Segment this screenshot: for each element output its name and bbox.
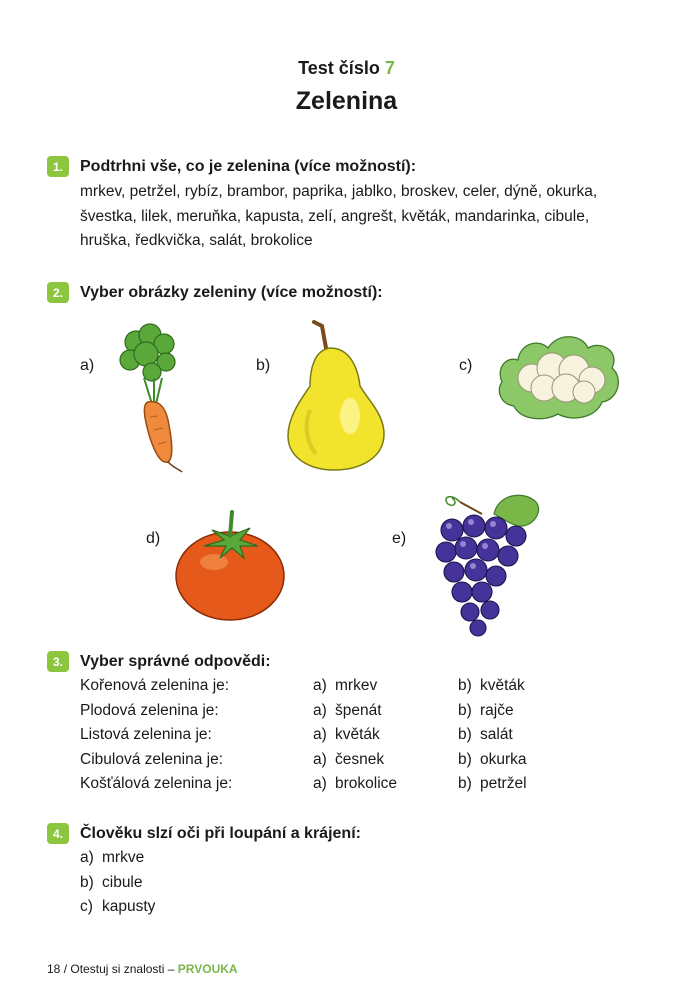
question-number-badge: 2.: [47, 282, 69, 303]
question-4-prompt: Člověku slzí oči při loupání a krájení:: [80, 824, 361, 842]
page-header: [0, 58, 693, 116]
question-3: [47, 651, 657, 797]
q3-option-b[interactable]: [458, 677, 525, 695]
test-label-text: Test číslo: [298, 58, 380, 78]
q3-row: [80, 723, 657, 748]
question-2-prompt: Vyber obrázky zeleniny (více možností):: [80, 283, 383, 301]
option-letter: a): [80, 849, 94, 867]
option-letter: a): [313, 701, 327, 719]
book-title: Otestuj si znalosti –: [70, 962, 175, 976]
option-letter: b): [458, 775, 472, 793]
option-letter: b): [458, 726, 472, 744]
q3-option-a[interactable]: [313, 775, 458, 793]
q3-option-a[interactable]: [313, 702, 458, 720]
vegetable-list-line[interactable]: švestka, lilek, meruňka, kapusta, zelí, angrešt, květák, mandarinka, cibule,: [80, 207, 590, 225]
test-number: 7: [384, 58, 395, 78]
question-number-badge: 4.: [47, 823, 69, 844]
option-text[interactable]: mrkve: [102, 849, 145, 867]
page-number: 18: [47, 962, 61, 976]
q4-option[interactable]: [80, 895, 657, 920]
q3-option-a[interactable]: [313, 677, 458, 695]
q3-option-b[interactable]: [458, 775, 527, 793]
vegetable-list-line[interactable]: mrkev, petržel, rybíz, brambor, paprika, jablko, broskev, celer, dýně, okurka,: [80, 183, 598, 200]
option-text[interactable]: kapusty: [102, 898, 156, 916]
option-text[interactable]: cibule: [102, 873, 143, 891]
q3-row: [80, 748, 657, 773]
option-letter: a): [313, 677, 327, 695]
carrot-icon[interactable]: [110, 322, 190, 474]
tomato-icon[interactable]: [174, 506, 286, 622]
q4-option[interactable]: [80, 871, 657, 896]
option-text[interactable]: špenát: [335, 701, 382, 719]
option-b-label[interactable]: b): [256, 357, 271, 374]
question-2-header: [47, 282, 657, 303]
pear-icon[interactable]: [280, 320, 392, 472]
option-e-label[interactable]: e): [392, 530, 407, 547]
question-1-header: [47, 156, 657, 177]
question-1: [47, 156, 657, 254]
option-letter: b): [458, 750, 472, 768]
q3-option-b[interactable]: [458, 726, 513, 744]
subject-name: PRVOUKA: [177, 962, 238, 976]
q3-row-prompt: Cibulová zelenina je:: [80, 750, 224, 768]
q3-option-a[interactable]: [313, 751, 458, 769]
question-1-prompt: Podtrhni vše, co je zelenina (více možností):: [80, 157, 417, 175]
vegetable-list[interactable]: [80, 180, 657, 254]
option-letter: a): [313, 750, 327, 768]
option-text[interactable]: mrkev: [335, 677, 378, 695]
option-text[interactable]: brokolice: [335, 775, 398, 793]
question-3-header: [47, 651, 657, 672]
q3-row-prompt: Listová zelenina je:: [80, 726, 212, 744]
vegetable-list-line[interactable]: hruška, ředkvička, salát, brokolice: [80, 232, 313, 249]
option-letter: b): [80, 873, 94, 891]
q4-option[interactable]: [80, 846, 657, 871]
q3-row-prompt: Košťálová zelenina je:: [80, 775, 233, 793]
option-text[interactable]: česnek: [335, 750, 385, 768]
option-letter: a): [313, 726, 327, 744]
question-number-badge: 3.: [47, 651, 69, 672]
footer-separator: /: [63, 962, 68, 976]
q3-row-prompt: Kořenová zelenina je:: [80, 677, 230, 695]
option-letter: b): [458, 701, 472, 719]
q3-row-prompt: Plodová zelenina je:: [80, 701, 219, 719]
question-number-badge: 1.: [47, 156, 69, 177]
option-letter: a): [313, 775, 327, 793]
option-c-label[interactable]: c): [459, 357, 473, 374]
cauliflower-icon[interactable]: [492, 322, 626, 426]
q3-option-a[interactable]: [313, 726, 458, 744]
q4-options: [47, 846, 657, 920]
option-letter: b): [458, 677, 472, 695]
option-text[interactable]: petržel: [480, 775, 527, 793]
option-letter: c): [80, 898, 93, 916]
grapes-icon[interactable]: [432, 488, 546, 638]
question-2: [47, 282, 657, 303]
page-footer: [47, 962, 238, 976]
option-text[interactable]: salát: [480, 726, 513, 744]
option-text[interactable]: květák: [335, 726, 380, 744]
q3-option-b[interactable]: [458, 702, 514, 720]
q3-row: [80, 674, 657, 699]
option-d-label[interactable]: d): [146, 530, 161, 547]
test-label: [0, 58, 693, 79]
question-4-header: [47, 823, 657, 844]
q3-rows: [47, 674, 657, 797]
option-text[interactable]: rajče: [480, 701, 514, 719]
q3-row: [80, 699, 657, 724]
page-title: Zelenina: [295, 87, 398, 115]
option-a-label[interactable]: a): [80, 357, 95, 374]
question-4: [47, 823, 657, 920]
option-text[interactable]: okurka: [480, 750, 527, 768]
q3-row: [80, 772, 657, 797]
q3-option-b[interactable]: [458, 751, 527, 769]
option-text[interactable]: květák: [480, 677, 525, 695]
question-3-prompt: Vyber správné odpovědi:: [80, 652, 271, 670]
